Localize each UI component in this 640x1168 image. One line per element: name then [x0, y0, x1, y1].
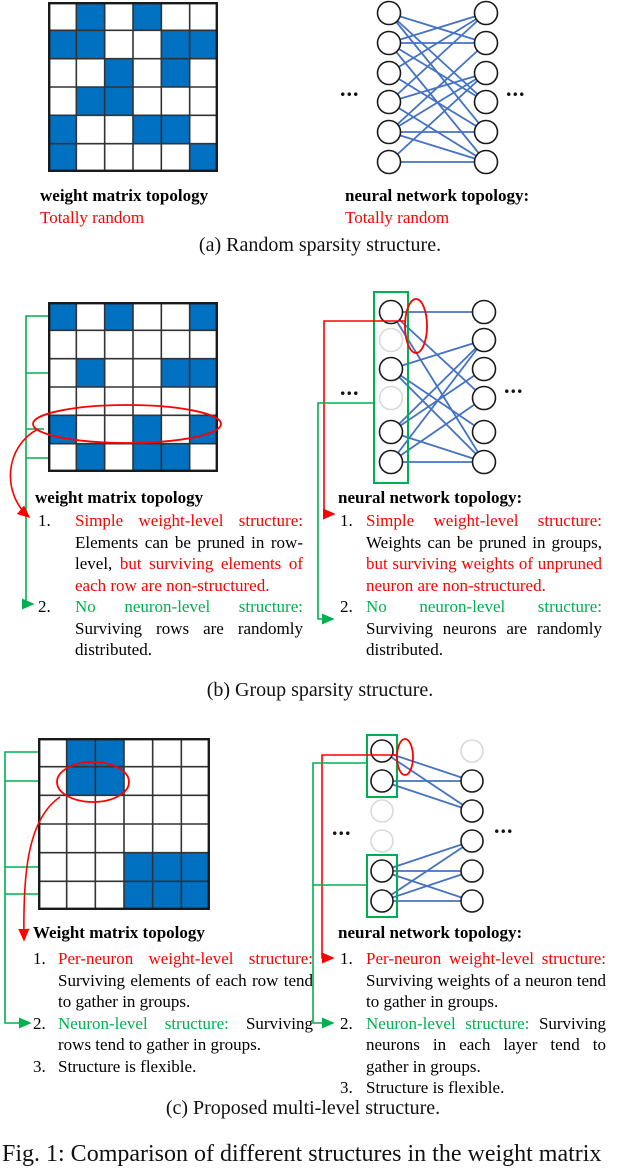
- weight-matrix-grid-a: [48, 2, 218, 172]
- list-item-number: 1.: [340, 511, 353, 530]
- weight-matrix-grid-b: [48, 302, 218, 472]
- ellipsis-left-a: ...: [340, 76, 360, 101]
- caption-a: (a) Random sparsity structure.: [198, 234, 442, 256]
- list-item-number: 1.: [33, 949, 46, 968]
- list-item: [340, 510, 602, 596]
- list-item: [38, 596, 303, 661]
- network-label-c: neural network topology:: [338, 923, 523, 942]
- list-item-number: 1.: [340, 949, 353, 968]
- list-item: [33, 948, 313, 1013]
- ellipsis-right-c: ...: [494, 813, 514, 838]
- list-item-text: No neuron-level structure: Surviving neurons are randomly distributed.: [366, 597, 602, 659]
- list-c-matrix: [33, 948, 313, 1077]
- list-item-number: 2.: [38, 597, 51, 616]
- list-item-number: 2.: [340, 597, 353, 616]
- ellipsis-left-b: ...: [340, 375, 360, 400]
- list-item-text: No neuron-level structure: Surviving rows are randomly distributed.: [75, 597, 303, 659]
- weight-matrix-grid-c: [38, 738, 210, 910]
- ellipsis-left-c: ...: [332, 815, 352, 840]
- list-item: [340, 948, 606, 1013]
- list-item-text: Structure is flexible.: [366, 1078, 505, 1097]
- list-item: [33, 1056, 313, 1078]
- list-item: [38, 510, 303, 596]
- list-b-network: [340, 510, 602, 661]
- list-item-text: Neuron-level structure: Surviving neurons in each layer tend to gather in groups.: [366, 1013, 606, 1076]
- list-c-network: [340, 948, 606, 1099]
- network-graph-a: [330, 0, 530, 180]
- list-item-text: Simple weight-level structure: Elements can be pruned in row-level, but surviving elements of each row are non-structured.: [75, 511, 304, 595]
- list-item-number: 2.: [33, 1013, 46, 1033]
- list-item-text: Structure is flexible.: [58, 1056, 197, 1076]
- list-b-matrix: [38, 510, 303, 661]
- ellipsis-right-a: ...: [506, 76, 526, 101]
- list-item-text: Per-neuron weight-level structure: Surviving elements of each row tend to gather in groups.: [58, 949, 313, 1011]
- network-label-a: neural network topology:: [345, 186, 530, 205]
- list-item-number: 2.: [340, 1013, 353, 1033]
- list-item-number: 3.: [33, 1056, 46, 1076]
- caption-c: (c) Proposed multi-level structure.: [165, 1097, 441, 1119]
- list-item-number: 3.: [340, 1078, 353, 1097]
- list-item-text: Simple weight-level structure: Weights can be pruned in groups, but surviving weights of unpruned neuron are non-structured.: [366, 511, 602, 595]
- caption-b: (b) Group sparsity structure.: [206, 679, 434, 701]
- matrix-sublabel-a: Totally random: [40, 208, 145, 227]
- matrix-label-b: weight matrix topology: [35, 488, 204, 507]
- list-item: [340, 1013, 606, 1078]
- red-curve-arrow-b: [10, 429, 38, 517]
- list-item-number: 1.: [38, 511, 51, 530]
- network-label-b: neural network topology:: [338, 488, 523, 507]
- figure-caption: Fig. 1: Comparison of different structures in the weight matrix: [2, 1141, 602, 1167]
- matrix-label-c: Weight matrix topology: [33, 923, 205, 942]
- list-item-text: Per-neuron weight-level structure: Surviving weights of a neuron tend to gather in groups.: [366, 949, 606, 1011]
- network-sublabel-a: Totally random: [345, 208, 450, 227]
- list-item: [340, 1077, 606, 1099]
- list-item: [33, 1013, 313, 1056]
- list-item: [340, 596, 602, 661]
- list-item-text: Neuron-level structure: Surviving rows tend to gather in groups.: [58, 1013, 313, 1054]
- ellipsis-right-b: ...: [504, 373, 524, 398]
- network-graph-b: [330, 280, 530, 490]
- matrix-label-a: weight matrix topology: [40, 186, 209, 205]
